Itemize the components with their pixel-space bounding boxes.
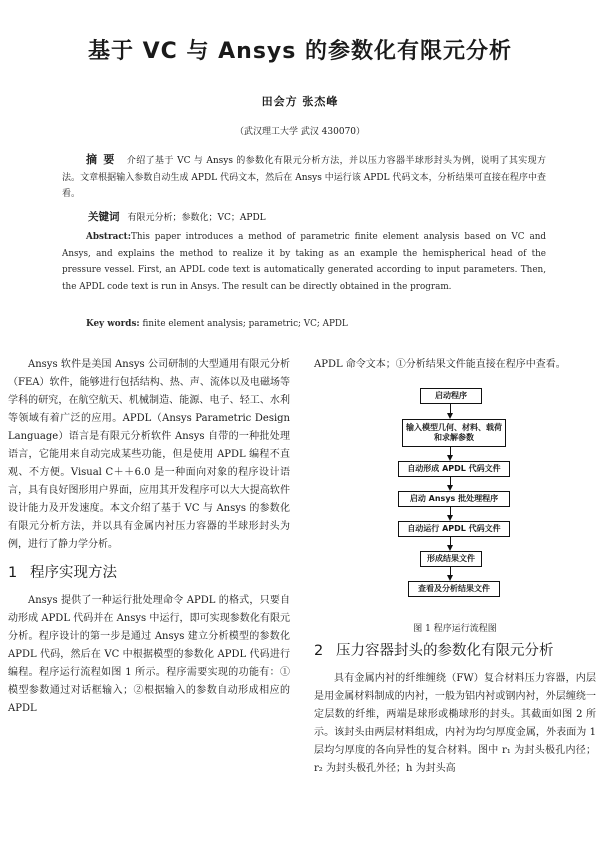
flow-box-run: 自动运行 APDL 代码文件 [398, 521, 510, 537]
keywords-zh-text: 有限元分析；参数化；VC；APDL [127, 213, 266, 223]
flow-box-input: 输入模型几何、材料、载荷和求解参数 [402, 419, 506, 447]
section-2-paragraph: 具有金属内衬的纤维缠绕（FW）复合材料压力容器，内层是用金属材料制成的内衬，一般为铝内衬或钢内衬，外层缠绕一定层数的纤维，两端是球形或椭球形的封头。其截面如图 2 所示。该封头由两层材料组成，内衬为均匀厚度金属，外表面为 1 层均匀厚度的各向异性的复合材料。图中 r₁ 为封头极孔内径；r₂ 为封头极孔外径；h 为封头高 [314, 673, 596, 774]
flow-box-launch: 启动 Ansys 批处理程序 [398, 491, 510, 507]
flow-box-view: 查看及分析结果文件 [408, 581, 500, 597]
abstract-zh [62, 152, 546, 203]
abstract-en-label: Abstract: [86, 232, 131, 242]
affiliation: （武汉理工大学 武汉 430070） [234, 127, 366, 137]
right-column-lower [314, 640, 596, 778]
keywords-en [86, 319, 546, 329]
section-2-number: 2 [314, 643, 324, 659]
keywords-en-label: Key words: [86, 319, 140, 329]
abstract-zh-text: 介绍了基于 VC 与 Ansys 的参数化有限元分析方法，并以压力容器半球形封头为例，说明了其实现方法。文章根据输入参数自动生成 APDL 代码文本，然后在 Ansys 中运行该 APDL 代码文本，分析结果可直接在程序中查看。 [62, 156, 547, 199]
keywords-zh [88, 209, 528, 224]
left-column [8, 356, 290, 718]
right-column [314, 356, 596, 613]
paper-title: 基于 VC 与 Ansys 的参数化有限元分析 [87, 39, 513, 64]
abstract-en-text: This paper introduces a method of parametric finite element analysis based on VC and Ansys, and explains the method to realize it by taking as an example the hemispherical head of the pressure vessel. First, an APDL code text is automatically generated according to input parameters. Then, the APDL code text is run in Ansys. The result can be directly obtained in the program. [62, 232, 546, 292]
figure-1-caption: 图 1 程序运行流程图 [413, 624, 497, 634]
flowchart [314, 388, 596, 613]
section-1-title: 程序实现方法 [30, 565, 117, 581]
section-2-heading [314, 640, 596, 662]
section-1-number: 1 [8, 565, 18, 581]
continued-paragraph: APDL 命令文本；①分析结果文件能直接在程序中查看。 [314, 359, 566, 370]
section-1-paragraph: Ansys 提供了一种运行批处理命令 APDL 的格式，只要自动形成 APDL 代码并在 Ansys 中运行，即可实现参数化有限元分析。程序设计的第一步是通过 Ansys 建立分析模型的参数化 APDL 代码，然后在 VC 中根据模型的参数化 APDL 代码进行编程。程序运行流程如图 1 所示。程序需要实现的功能有：①模型参数通过对话框输入；②根据输入的参数自动形成相应的 APDL [8, 595, 290, 714]
flow-box-generate: 自动形成 APDL 代码文件 [398, 461, 510, 477]
intro-paragraph: Ansys 软件是美国 Ansys 公司研制的大型通用有限元分析（FEA）软件，能够进行包括结构、热、声、流体以及电磁场等学科的研究，在航空航天、机械制造、能源、电子、轻工、水利等领域有着广泛的应用。APDL（Ansys Parametric Design Language）语言是有限元分析软件 Ansys 自带的一种批处理语言，它能用来自动完成某些功能，但是使用 APDL 编程不直观、不方便。Visual C＋＋6.0 是一种面向对象的程序设计语言，具有良好图形用户界面，应用其开发程序可以大大提高软件设计能力及开发速度。本文介绍了基于 VC 与 Ansys 的参数化有限元分析方法，并以具有金属内衬压力容器的半球形封头为例，进行了静力学分析。 [8, 359, 290, 550]
abstract-zh-label: 摘要 [86, 153, 121, 166]
flow-box-start: 启动程序 [420, 388, 482, 404]
abstract-en [62, 229, 546, 295]
section-2-title: 压力容器封头的参数化有限元分析 [336, 643, 554, 659]
keywords-zh-label: 关键词 [88, 211, 120, 223]
section-1-heading [8, 562, 290, 584]
keywords-en-text: finite element analysis; parametric; VC; APDL [142, 319, 348, 329]
flow-box-result: 形成结果文件 [420, 551, 482, 567]
authors: 田会方 张杰峰 [261, 95, 339, 108]
